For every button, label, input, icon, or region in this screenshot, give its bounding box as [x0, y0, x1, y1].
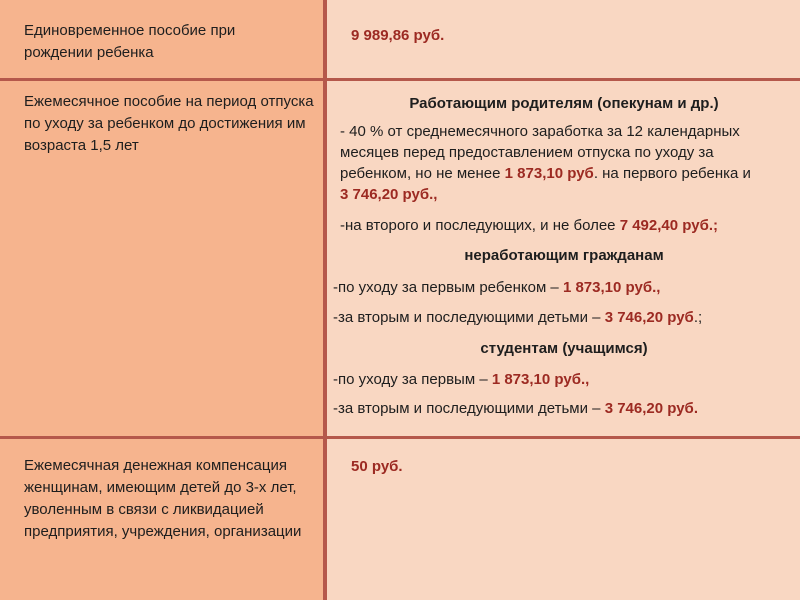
working-parents-line-2 [340, 215, 795, 236]
nonworking-tail-2: .; [693, 309, 703, 326]
row1-amount: 9 989,86 руб. [351, 27, 445, 44]
working-text-1: - 40 % от среднемесячного заработка за 12 календарных месяцев перед предоставлением отпуска по уходу за ребенком, но не менее [340, 123, 740, 182]
working-parents-header: Работающим родителям (опекунам и др.) [409, 95, 719, 112]
students-amount-1: 1 873,10 руб., [491, 371, 590, 388]
students-line-2 [333, 398, 793, 419]
students-text-2: -за вторым и последующими детьми – [333, 400, 605, 417]
students-line-1 [333, 369, 793, 390]
working-amount-2: 3 746,20 руб., [340, 186, 438, 203]
row-divider-1 [0, 78, 800, 81]
nonworking-text-1: -по уходу за первым ребенком – [333, 279, 563, 296]
nonworking-amount-1: 1 873,10 руб., [562, 279, 661, 296]
working-text-2: . на первого ребенка и [593, 165, 751, 182]
nonworking-amount-2: 3 746,20 руб [604, 309, 694, 326]
column-divider [323, 0, 327, 600]
nonworking-header: неработающим гражданам [464, 247, 664, 264]
working-amount-1: 1 873,10 руб [504, 165, 594, 182]
students-text-1: -по уходу за первым – [333, 371, 492, 388]
students-amount-2: 3 746,20 руб. [604, 400, 698, 417]
nonworking-line-2 [333, 307, 793, 328]
nonworking-text-2: -за вторым и последующими детьми – [333, 309, 605, 326]
row3-amount: 50 руб. [351, 458, 403, 475]
row3-label: Ежемесячная денежная компенсация женщинам, имеющим детей до 3-х лет, уволенным в связи с ликвидацией предприятия, учреждения, организации [24, 457, 302, 540]
nonworking-line-1 [333, 277, 793, 298]
row1-label: Единовременное пособие при рождении ребенка [24, 22, 236, 61]
working-amount-3: 7 492,40 руб.; [619, 217, 718, 234]
row2-label: Ежемесячное пособие на период отпуска по уходу за ребенком до достижения им возраста 1,5 лет [24, 93, 314, 154]
working-parents-text [340, 121, 760, 205]
row-divider-2 [0, 436, 800, 439]
students-header: студентам (учащимся) [480, 340, 648, 357]
working-text-3: -на второго и последующих, и не более [340, 217, 620, 234]
